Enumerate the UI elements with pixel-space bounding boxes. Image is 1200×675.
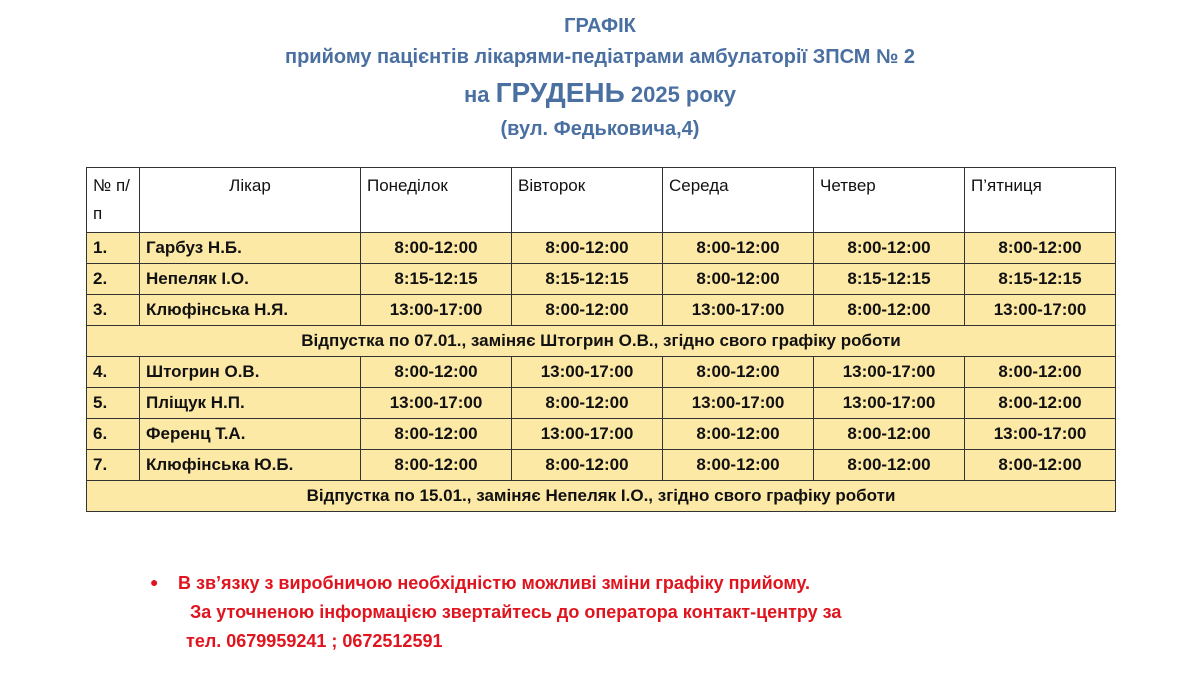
- time-cell: 8:15-12:15: [965, 264, 1116, 295]
- table-row: [87, 388, 1116, 419]
- time-cell: 8:00-12:00: [965, 357, 1116, 388]
- table-row: [87, 357, 1116, 388]
- time-cell: 13:00-17:00: [663, 295, 814, 326]
- schedule-table: [86, 167, 1116, 512]
- header-thursday: Четвер: [814, 168, 965, 233]
- time-cell: 8:00-12:00: [814, 295, 965, 326]
- month-line: [0, 74, 1200, 114]
- doctor-name: Непеляк І.О.: [140, 264, 361, 295]
- row-number: 5.: [87, 388, 140, 419]
- title-line: ГРАФІК: [564, 15, 636, 37]
- time-cell: 8:00-12:00: [361, 419, 512, 450]
- header-monday: Понеділок: [361, 168, 512, 233]
- time-cell: 8:00-12:00: [512, 295, 663, 326]
- time-cell: 13:00-17:00: [361, 295, 512, 326]
- time-cell: 8:00-12:00: [814, 419, 965, 450]
- time-cell: 13:00-17:00: [965, 295, 1116, 326]
- doctor-name: Гарбуз Н.Б.: [140, 233, 361, 264]
- notice-text: В зв’язку з виробничою необхідністю можливі зміни графіку прийому.: [178, 573, 810, 593]
- time-cell: 8:00-12:00: [965, 233, 1116, 264]
- notice-phone-line: тел. 0679959241 ; 0672512591: [186, 631, 443, 651]
- time-cell: 8:00-12:00: [814, 450, 965, 481]
- row-number: 1.: [87, 233, 140, 264]
- header-friday: П’ятниця: [965, 168, 1116, 233]
- bullet-icon: ●: [150, 574, 159, 590]
- time-cell: 8:00-12:00: [965, 388, 1116, 419]
- time-cell: 8:00-12:00: [965, 450, 1116, 481]
- time-cell: 13:00-17:00: [965, 419, 1116, 450]
- doctor-name: Клюфінська Ю.Б.: [140, 450, 361, 481]
- row-number: 6.: [87, 419, 140, 450]
- time-cell: 8:15-12:15: [361, 264, 512, 295]
- header-wednesday: Середа: [663, 168, 814, 233]
- doctor-name: Ференц Т.А.: [140, 419, 361, 450]
- vacation-note-row: [87, 326, 1116, 357]
- time-cell: 13:00-17:00: [361, 388, 512, 419]
- time-cell: 8:00-12:00: [512, 450, 663, 481]
- header-tuesday: Вівторок: [512, 168, 663, 233]
- time-cell: 13:00-17:00: [814, 357, 965, 388]
- doctor-name: Пліщук Н.П.: [140, 388, 361, 419]
- notice-line: За уточненою інформацією звертайтесь до оператора контакт-центру за: [190, 602, 842, 622]
- time-cell: 8:00-12:00: [663, 233, 814, 264]
- table-row: [87, 233, 1116, 264]
- table-header-row: [87, 168, 1116, 233]
- header-doctor: Лікар: [140, 168, 361, 233]
- time-cell: 8:00-12:00: [663, 419, 814, 450]
- year-suffix: 2025 року: [624, 82, 737, 107]
- time-cell: 8:00-12:00: [361, 450, 512, 481]
- time-cell: 8:00-12:00: [361, 233, 512, 264]
- vacation-note: Відпустка по 15.01., заміняє Непеляк І.О., згідно свого графіку роботи: [87, 481, 1116, 512]
- notice-block: [150, 568, 841, 656]
- table-row: [87, 450, 1116, 481]
- table-row: [87, 295, 1116, 326]
- header-num: № п/п: [87, 168, 140, 233]
- time-cell: 13:00-17:00: [512, 419, 663, 450]
- time-cell: 8:00-12:00: [663, 450, 814, 481]
- row-number: 4.: [87, 357, 140, 388]
- time-cell: 8:00-12:00: [361, 357, 512, 388]
- time-cell: 8:00-12:00: [814, 233, 965, 264]
- row-number: 7.: [87, 450, 140, 481]
- time-cell: 8:15-12:15: [512, 264, 663, 295]
- doctor-name: Клюфінська Н.Я.: [140, 295, 361, 326]
- address-line: (вул. Федьковича,4): [500, 118, 700, 140]
- subtitle-line: прийому пацієнтів лікарями-педіатрами амбулаторії ЗПСМ № 2: [285, 46, 915, 68]
- time-cell: 8:00-12:00: [512, 388, 663, 419]
- notice-line: [150, 568, 841, 598]
- schedule-title-block: [0, 8, 1200, 144]
- time-cell: 8:00-12:00: [512, 233, 663, 264]
- time-cell: 13:00-17:00: [663, 388, 814, 419]
- row-number: 2.: [87, 264, 140, 295]
- time-cell: 8:15-12:15: [814, 264, 965, 295]
- time-cell: 8:00-12:00: [663, 264, 814, 295]
- row-number: 3.: [87, 295, 140, 326]
- month-prefix: на: [463, 82, 496, 107]
- time-cell: 8:00-12:00: [663, 357, 814, 388]
- vacation-note-row: [87, 481, 1116, 512]
- table-row: [87, 419, 1116, 450]
- table-row: [87, 264, 1116, 295]
- time-cell: 13:00-17:00: [512, 357, 663, 388]
- doctor-name: Штогрин О.В.: [140, 357, 361, 388]
- month-name: ГРУДЕНЬ: [495, 77, 625, 108]
- vacation-note: Відпустка по 07.01., заміняє Штогрин О.В., згідно свого графіку роботи: [87, 326, 1116, 357]
- time-cell: 13:00-17:00: [814, 388, 965, 419]
